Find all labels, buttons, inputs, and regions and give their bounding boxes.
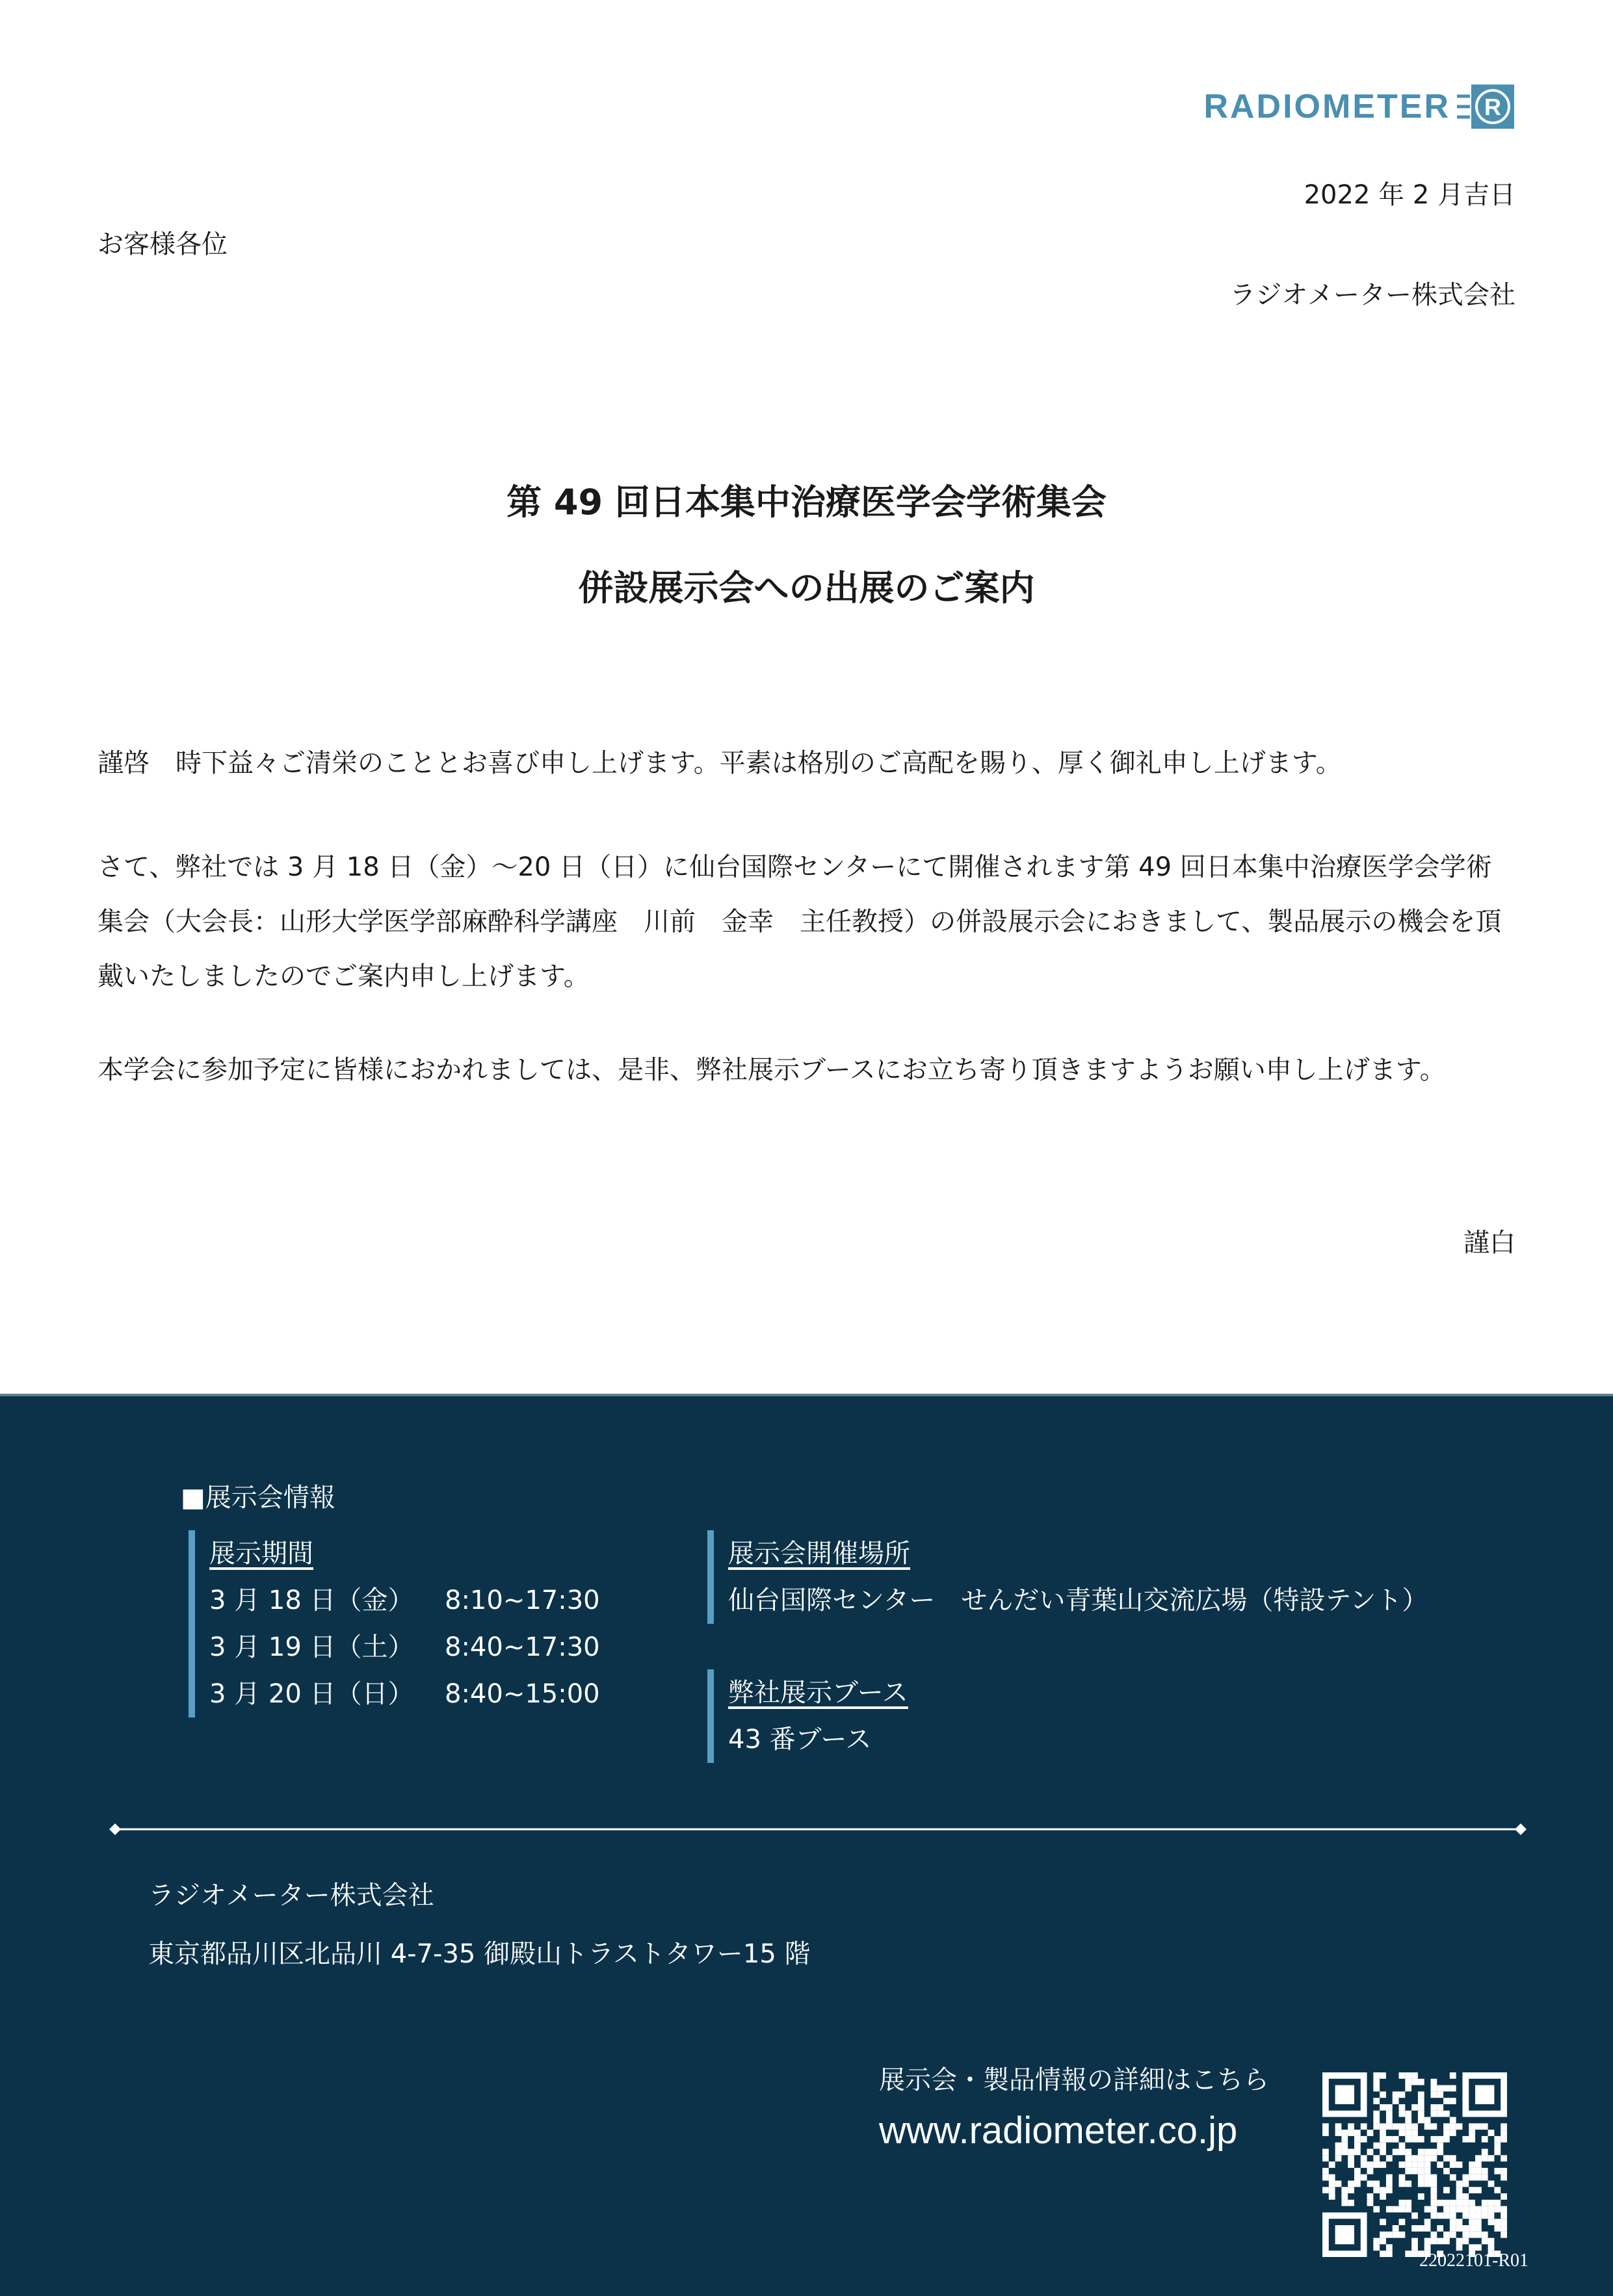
title-line-2: 併設展示会への出展のご案内 <box>578 567 1035 608</box>
qr-code-icon[interactable] <box>1322 2072 1507 2257</box>
announcement-paragraph: さて、弊社では 3 月 18 日（金）～20 日（日）に仙台国際センターにて開催されます第 49 回日本集中治療医学会学術集会（大会長：山形大学医学部麻酔科学講座 川前 金幸 主任教授）の併設展示会におきまして、製品展示の機会を頂戴いたしましたのでご案内申し上げます。 <box>98 852 1502 991</box>
website-label: 展示会・製品情報の詳細はこちら <box>879 2065 1269 2095</box>
radiometer-r-icon <box>1457 83 1515 130</box>
schedule-time: 8:40~15:00 <box>445 1679 600 1709</box>
document-code: 22022101-R01 <box>1419 2250 1528 2271</box>
company-logo <box>1203 83 1515 130</box>
schedule-row <box>209 1671 600 1717</box>
exhibition-period-block <box>189 1530 600 1717</box>
info-panel <box>0 1394 1613 2296</box>
venue-block <box>707 1530 1428 1624</box>
greeting-paragraph: 謹啓 時下益々ご清栄のこととお喜び申し上げます。平素は格別のご高配を賜り、厚く御礼申し上げます。 <box>98 748 1342 778</box>
schedule-day: 3 月 19 日（土） <box>209 1632 414 1662</box>
schedule-time: 8:40~17:30 <box>445 1632 600 1662</box>
schedule-day: 3 月 18 日（金） <box>209 1585 414 1615</box>
info-heading: ■展示会情報 <box>181 1483 335 1513</box>
schedule-day: 3 月 20 日（日） <box>209 1679 414 1709</box>
title-line-1: 第 49 回日本集中治療医学会学術集会 <box>506 482 1107 523</box>
addressee: お客様各位 <box>98 229 228 259</box>
booth-number: 43 番ブース <box>728 1725 872 1755</box>
closing-word: 謹白 <box>1463 1228 1515 1258</box>
venue-label: 展示会開催場所 <box>728 1539 910 1569</box>
logo-wordmark: RADIOMETER <box>1203 88 1450 125</box>
period-label: 展示期間 <box>209 1539 313 1569</box>
letter-date: 2022 年 2 月吉日 <box>1304 180 1515 210</box>
schedule-time: 8:10~17:30 <box>445 1585 600 1615</box>
schedule-row <box>209 1577 600 1624</box>
footer-company-name: ラジオメーター株式会社 <box>148 1881 434 1911</box>
venue-name: 仙台国際センター せんだい青葉山交流広場（特設テント） <box>728 1585 1428 1615</box>
website-url[interactable]: www.radiometer.co.jp <box>879 2109 1238 2152</box>
sender-company: ラジオメーター株式会社 <box>1229 280 1515 310</box>
logo-mark-letter: R <box>1484 94 1501 120</box>
invitation-paragraph: 本学会に参加予定に皆様におかれましては、是非、弊社展示ブースにお立ち寄り頂きますようお願い申し上げます。 <box>98 1055 1446 1085</box>
booth-block <box>707 1669 908 1763</box>
panel-top-edge <box>0 1394 1613 1396</box>
section-divider <box>109 1823 1527 1835</box>
footer-address: 東京都品川区北品川 4-7-35 御殿山トラストタワー15 階 <box>148 1939 811 1969</box>
booth-label: 弊社展示ブース <box>728 1678 908 1708</box>
schedule-row <box>209 1624 600 1671</box>
